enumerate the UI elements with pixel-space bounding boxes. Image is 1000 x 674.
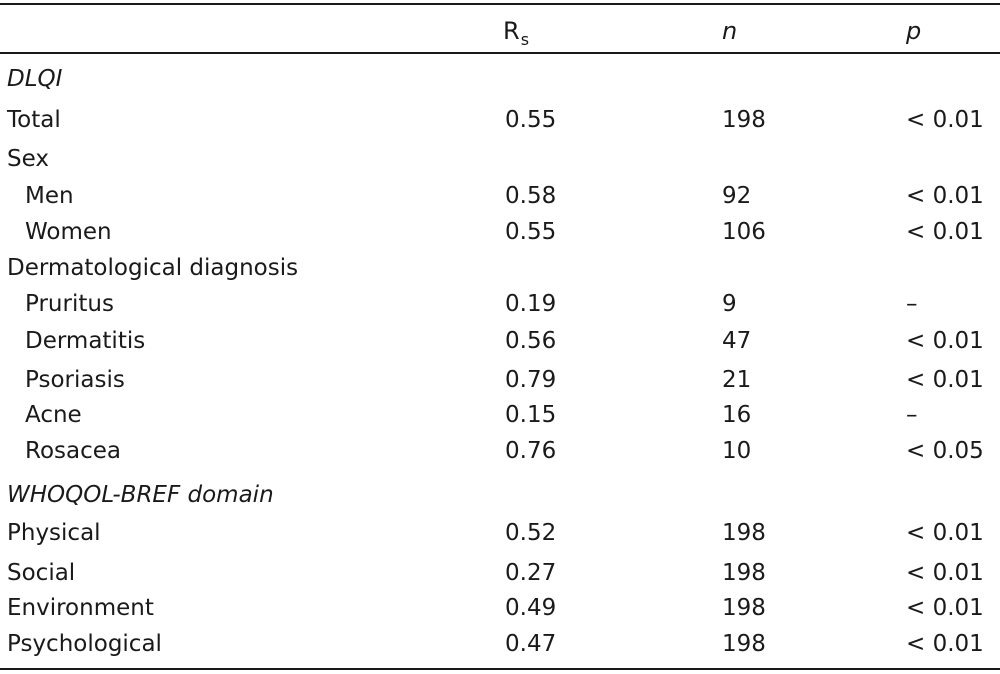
row-label: Women (25, 219, 112, 245)
n-value: 16 (722, 402, 752, 428)
section-heading-whoqol (0, 477, 1000, 513)
table-row (0, 362, 1000, 398)
n-value: 198 (722, 560, 766, 586)
rs-value: 0.76 (505, 438, 557, 464)
p-value: < 0.01 (906, 631, 984, 657)
table-row (0, 323, 1000, 359)
row-label: Dermatological diagnosis (7, 255, 299, 281)
section-heading-dlqi (0, 61, 1000, 97)
row-label: Pruritus (25, 291, 114, 317)
header-rs: $R_s$ (503, 17, 530, 49)
p-value: – (906, 402, 918, 428)
top-rule (0, 3, 1000, 5)
rs-value: 0.47 (505, 631, 557, 657)
p-value: < 0.01 (906, 520, 984, 546)
rs-value: 0.58 (505, 183, 557, 209)
p-value: – (906, 291, 918, 317)
p-value: < 0.01 (906, 219, 984, 245)
row-label: Rosacea (25, 438, 121, 464)
rs-value: 0.49 (505, 595, 557, 621)
table-row (0, 590, 1000, 626)
rs-value: 0.52 (505, 520, 557, 546)
table-row (0, 178, 1000, 214)
n-value: 198 (722, 595, 766, 621)
p-value: < 0.01 (906, 560, 984, 586)
row-label: Environment (7, 595, 154, 621)
table-row (0, 433, 1000, 469)
n-value: 9 (722, 291, 737, 317)
p-value: < 0.05 (906, 438, 984, 464)
subsection-heading-sex (0, 141, 1000, 177)
table-row (0, 102, 1000, 138)
rs-value: 0.55 (505, 107, 557, 133)
n-value: 198 (722, 107, 766, 133)
n-value: 198 (722, 520, 766, 546)
row-label: Psoriasis (25, 367, 125, 393)
p-value: < 0.01 (906, 595, 984, 621)
bottom-rule (0, 668, 1000, 670)
rs-value: 0.79 (505, 367, 557, 393)
row-label: Social (7, 560, 76, 586)
row-label: WHOQOL-BREF domain (7, 482, 274, 508)
row-label: Men (25, 183, 74, 209)
p-value: < 0.01 (906, 367, 984, 393)
row-label: Dermatitis (25, 328, 146, 354)
n-value: 47 (722, 328, 752, 354)
header-p: p (906, 17, 922, 45)
n-value: 10 (722, 438, 752, 464)
row-label: Psychological (7, 631, 162, 657)
table-row (0, 515, 1000, 551)
row-label: Acne (25, 402, 82, 428)
rs-value: 0.19 (505, 291, 557, 317)
n-value: 92 (722, 183, 752, 209)
subsection-heading-diagnosis (0, 250, 1000, 286)
row-label: Physical (7, 520, 101, 546)
table-row (0, 397, 1000, 433)
row-label: DLQI (7, 66, 63, 92)
rs-value: 0.55 (505, 219, 557, 245)
header-rule (0, 52, 1000, 54)
n-value: 21 (722, 367, 752, 393)
p-value: < 0.01 (906, 183, 984, 209)
table-row (0, 626, 1000, 662)
n-value: 106 (722, 219, 766, 245)
p-value: < 0.01 (906, 107, 984, 133)
table-row (0, 286, 1000, 322)
p-value: < 0.01 (906, 328, 984, 354)
rs-value: 0.27 (505, 560, 557, 586)
header-n: n (722, 17, 738, 45)
table-row (0, 214, 1000, 250)
table-row (0, 555, 1000, 591)
rs-value: 0.15 (505, 402, 557, 428)
row-label: Total (7, 107, 61, 133)
rs-value: 0.56 (505, 328, 557, 354)
n-value: 198 (722, 631, 766, 657)
row-label: Sex (7, 146, 49, 172)
